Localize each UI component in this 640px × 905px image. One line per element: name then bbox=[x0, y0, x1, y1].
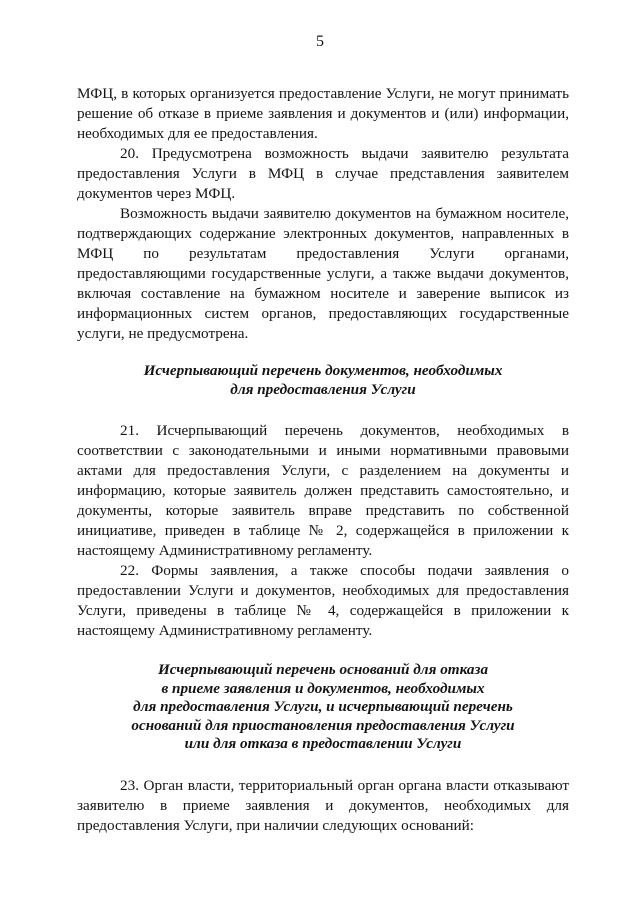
heading-line: или для отказа в предоставлении Услуги bbox=[184, 735, 462, 752]
paragraph-20-continuation: Возможность выдачи заявителю документов на бумажном носителе, подтверждающих содержание электронных документов, направленных в МФЦ по результатам предоставления Услуги органами, предоставляющими государственные услуги, а также выдачи документов, включая составление на бумажном носителе и заверение выписок из информационных систем органов, предоставляющих государственные услуги, не предусмотрена. bbox=[77, 205, 569, 342]
heading-line: в приеме заявления и документов, необходимых bbox=[161, 679, 485, 697]
paragraph-20: 20. Предусмотрена возможность выдачи заявителю результата предоставления Услуги в МФЦ в случае представления заявителем документов через МФЦ. bbox=[77, 145, 569, 202]
document-body bbox=[77, 84, 569, 836]
heading-line: для предоставления Услуги, и исчерпывающий перечень bbox=[133, 698, 513, 715]
heading-line: для предоставления Услуги bbox=[230, 380, 416, 398]
heading-line: Исчерпывающий перечень оснований для отказа bbox=[157, 661, 489, 678]
paragraph-23: 23. Орган власти, территориальный орган органа власти отказывают заявителю в приеме заявления и документов, необходимых для предоставления Услуги, при наличии следующих оснований: bbox=[77, 776, 569, 834]
paragraph-22: 22. Формы заявления, а также способы подачи заявления о предоставлении Услуги и документов, необходимых для предоставления Услуги, приведены в таблице № 4, содержащейся в приложении к настоящему Административному регламенту. bbox=[77, 562, 569, 639]
heading-line: Исчерпывающий перечень документов, необходимых bbox=[143, 362, 503, 379]
paragraph-mfc-continuation: МФЦ, в которых организуется предоставление Услуги, не могут принимать решение об отказе в приеме заявления и документов и (или) информации, необходимых для ее предоставления. bbox=[77, 85, 569, 142]
heading-line: оснований для приостановления предоставления Услуги bbox=[131, 716, 515, 734]
section-heading-refusal-grounds bbox=[77, 661, 569, 754]
paragraph-21: 21. Исчерпывающий перечень документов, необходимых в соответствии с законодательными и иными нормативными правовыми актами для предоставления Услуги, с разделением на документы и информацию, которые заявитель должен представить самостоятельно, и документы, которые заявитель вправе представить по собственной инициативе, приведен в таблице № 2, содержащейся в приложении к настоящему Административному регламенту. bbox=[77, 422, 569, 559]
section-heading-documents bbox=[77, 362, 569, 399]
page-number: 5 bbox=[316, 33, 324, 50]
